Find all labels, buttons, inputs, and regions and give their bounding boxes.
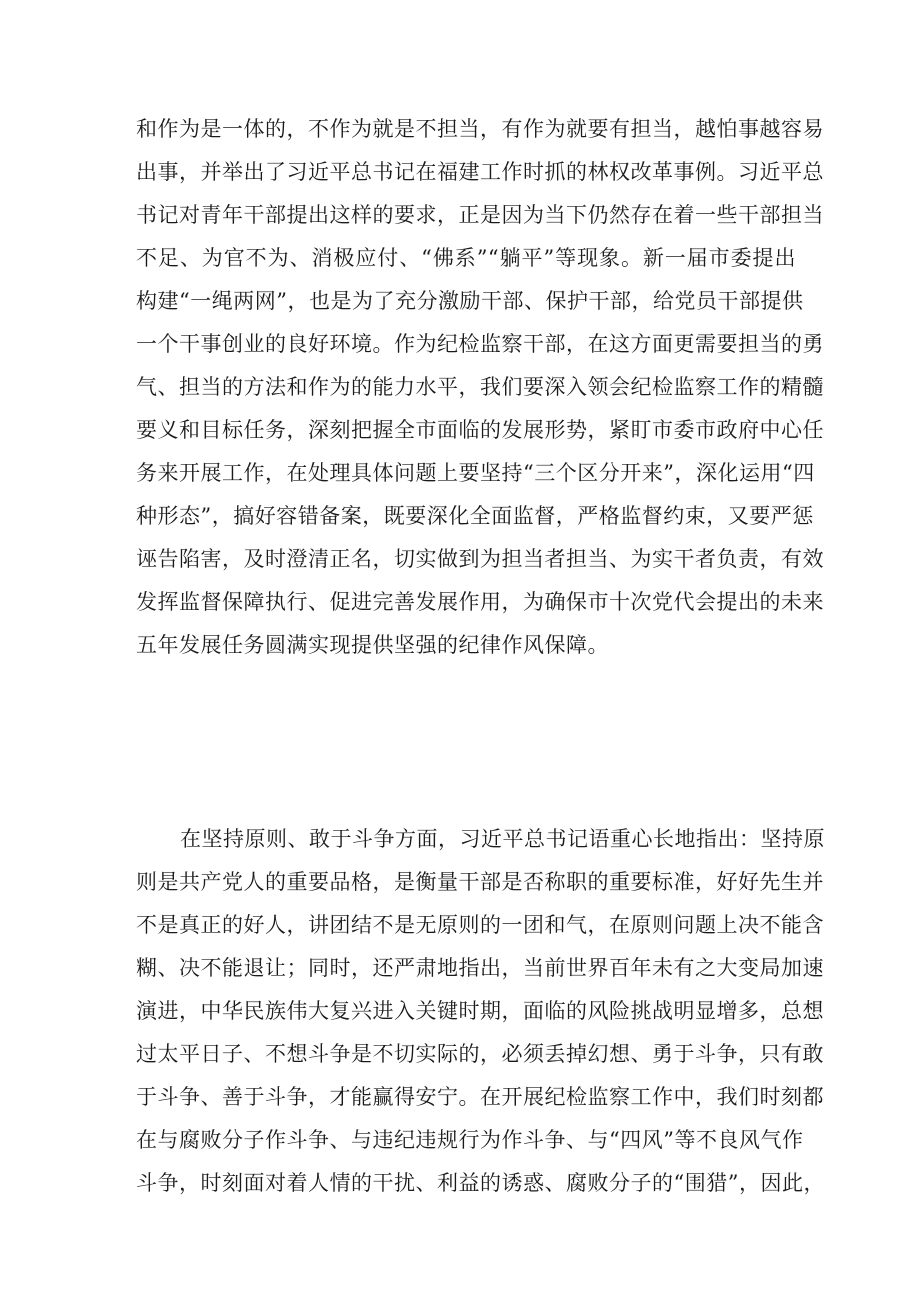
paragraph-line: 发挥监督保障执行、促进完善发展作用，为确保市十次党代会提出的未来 (136, 590, 824, 614)
paragraph-line: 气、担当的方法和作为的能力水平，我们要深入领会纪检监察工作的精髓 (136, 375, 824, 399)
paragraph-line: 和作为是一体的，不作为就是不担当，有作为就要有担当，越怕事越容易 (136, 117, 824, 141)
paragraph-line: 出事，并举出了习近平总书记在福建工作时抓的林权改革事例。习近平总 (136, 160, 824, 184)
paragraph-line: 构建“一绳两网”，也是为了充分激励干部、保护干部，给党员干部提供 (136, 289, 804, 313)
paragraph-line: 要义和目标任务，深刻把握全市面临的发展形势，紧盯市委市政府中心任 (136, 418, 824, 442)
paragraph-line: 务来开展工作，在处理具体问题上要坚持“三个区分开来”，深化运用“四 (136, 461, 815, 485)
paragraph-line: 斗争，时刻面对着人情的干扰、利益的诱惑、腐败分子的“围猎”，因此， (136, 1171, 825, 1195)
paragraph-line: 不是真正的好人，讲团结不是无原则的一团和气，在原则问题上决不能含 (136, 913, 824, 937)
paragraph-line: 在坚持原则、敢于斗争方面，习近平总书记语重心长地指出：坚持原 (180, 827, 825, 851)
paragraph-line: 于斗争、善于斗争，才能赢得安宁。在开展纪检监察工作中，我们时刻都 (136, 1085, 824, 1109)
paragraph-line: 演进，中华民族伟大复兴进入关键时期，面临的风险挑战明显增多，总想 (136, 999, 824, 1023)
paragraph-line: 过太平日子、不想斗争是不切实际的，必须丢掉幻想、勇于斗争，只有敢 (136, 1042, 824, 1066)
paragraph-line: 不足、为官不为、消极应付、“佛系”“躺平”等现象。新一届市委提出 (136, 246, 796, 270)
paragraph-line: 一个干事创业的良好环境。作为纪检监察干部，在这方面更需要担当的勇 (136, 332, 824, 356)
paragraph-line: 糊、决不能退让；同时，还严肃地指出，当前世界百年未有之大变局加速 (136, 956, 824, 980)
paragraph-line: 书记对青年干部提出这样的要求，正是因为当下仍然存在着一些干部担当 (136, 203, 824, 227)
paragraph-line: 种形态”，搞好容错备案，既要深化全面监督，严格监督约束，又要严惩 (136, 504, 814, 528)
paragraph-responsibility (136, 108, 824, 667)
paragraph-line: 则是共产党人的重要品格，是衡量干部是否称职的重要标准，好好先生并 (136, 870, 824, 894)
paragraph-line: 五年发展任务圆满实现提供坚强的纪律作风保障。 (136, 633, 609, 657)
paragraph-principle-struggle (136, 818, 825, 1205)
paragraph-line: 诬告陷害，及时澄清正名，切实做到为担当者担当、为实干者负责，有效 (136, 547, 824, 571)
paragraph-line: 在与腐败分子作斗争、与违纪违规行为作斗争、与“四风”等不良风气作 (136, 1128, 804, 1152)
